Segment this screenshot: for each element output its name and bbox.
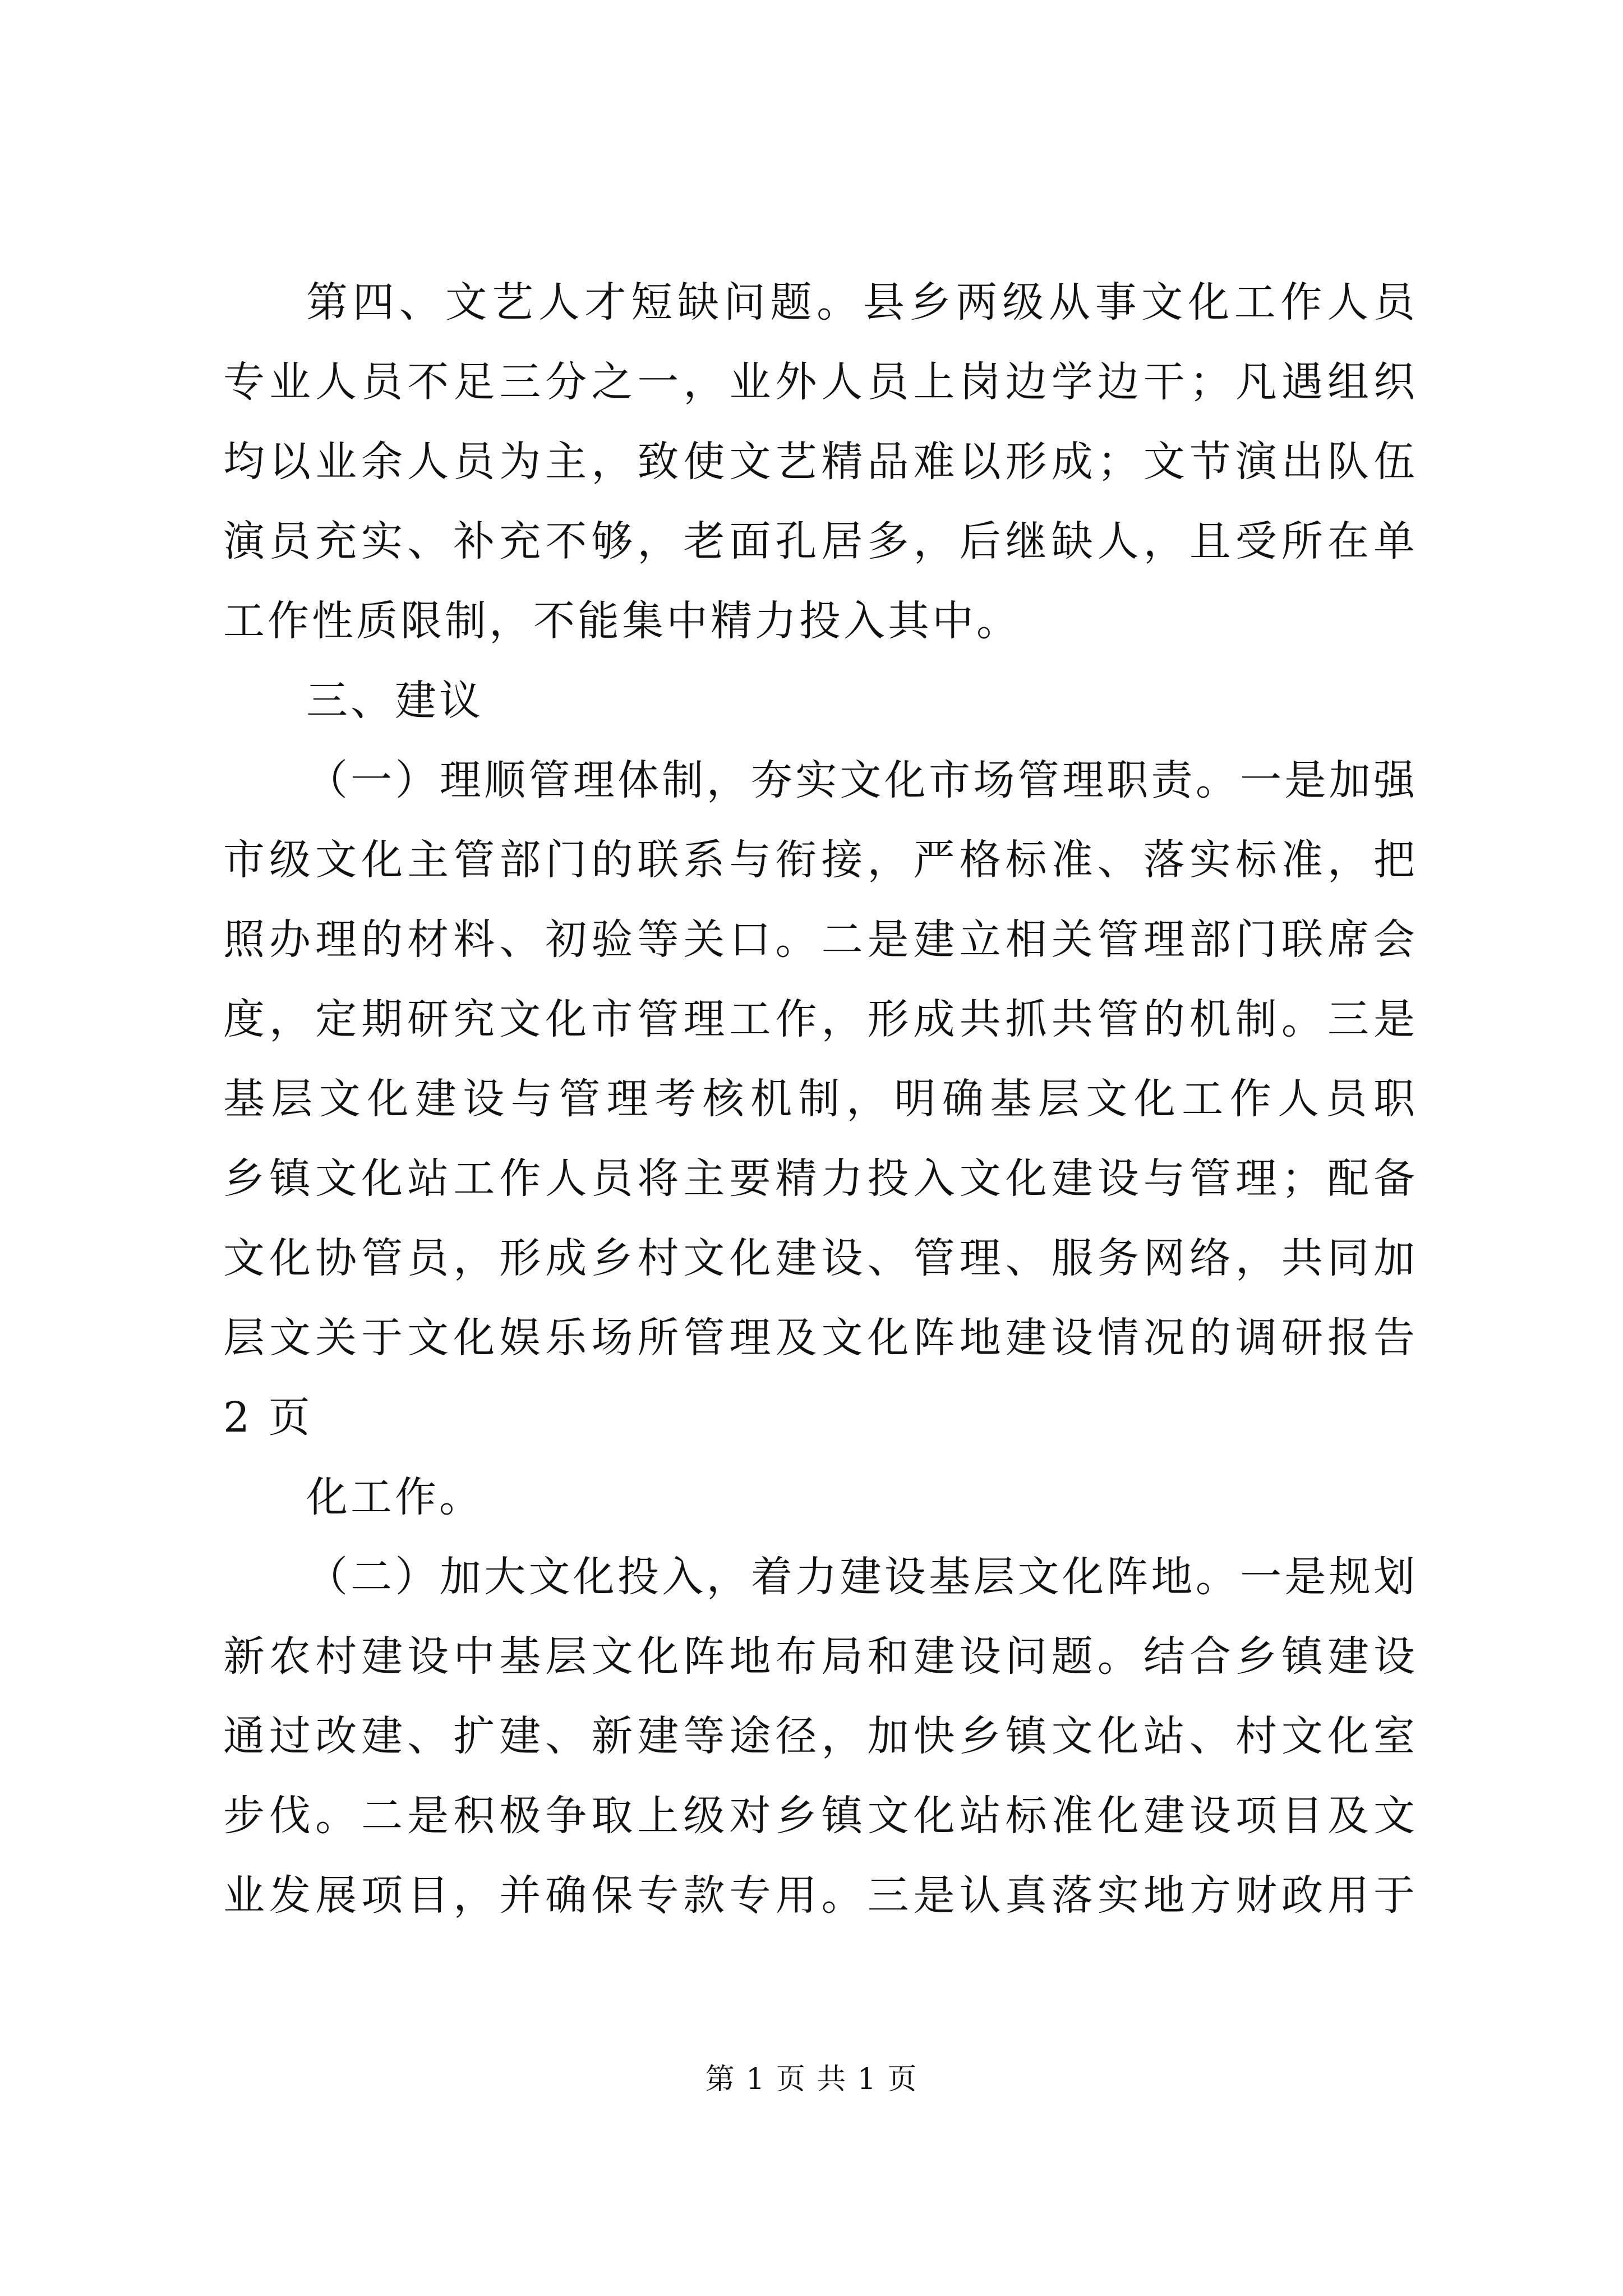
paragraph-line: 第四、文艺人才短缺问题。县乡两级从事文化工作人员 [306, 278, 1418, 326]
paragraph-line: 层文关于文化娱乐场所管理及文化阵地建设情况的调研报告 [223, 1314, 1418, 1362]
paragraph-line: 专业人员不足三分之一，业外人员上岗边学边干；凡遇组织 [223, 358, 1418, 406]
paragraph-line: 化工作。 [306, 1473, 483, 1521]
document-body [223, 263, 1418, 1935]
paragraph-line: 工作性质限制，不能集中精力投入其中。 [223, 597, 1021, 645]
paragraph-line: 新农村建设中基层文化阵地布局和建设问题。结合乡镇建设 [223, 1632, 1418, 1681]
page-footer: 第 1 页 共 1 页 [705, 2063, 918, 2096]
paragraph-line: （二）加大文化投入，着力建设基层文化阵地。一是规划 [306, 1553, 1418, 1601]
paragraph-line: 度，定期研究文化市管理工作，形成共抓共管的机制。三是 [223, 995, 1418, 1043]
paragraph-line: 市级文化主管部门的联系与衔接，严格标准、落实标准，把 [223, 836, 1418, 884]
paragraph-line: （一）理顺管理体制，夯实文化市场管理职责。一是加强 [306, 756, 1418, 804]
paragraph-line: 文化协管员，形成乡村文化建设、管理、服务网络，共同加 [223, 1234, 1418, 1282]
paragraph-line: 业发展项目，并确保专款专用。三是认真落实地方财政用于 [223, 1871, 1418, 1920]
section-heading: 三、建议 [306, 677, 483, 725]
paragraph-line: 均以业余人员为主，致使文艺精品难以形成；文节演出队伍 [223, 438, 1418, 486]
paragraph-line: 通过改建、扩建、新建等途径，加快乡镇文化站、村文化室 [223, 1712, 1418, 1760]
paragraph-line: 照办理的材料、初验等关口。二是建立相关管理部门联席会 [223, 915, 1418, 964]
paragraph-line: 步伐。二是积极争取上级对乡镇文化站标准化建设项目及文 [223, 1792, 1418, 1840]
paragraph-line: 基层文化建设与管理考核机制，明确基层文化工作人员职 [223, 1075, 1418, 1123]
paragraph-line: 演员充实、补充不够，老面孔居多，后继缺人，且受所在单 [223, 517, 1418, 565]
page-reference-line: 2 页 [223, 1393, 313, 1442]
paragraph-line: 乡镇文化站工作人员将主要精力投入文化建设与管理；配备 [223, 1154, 1418, 1203]
